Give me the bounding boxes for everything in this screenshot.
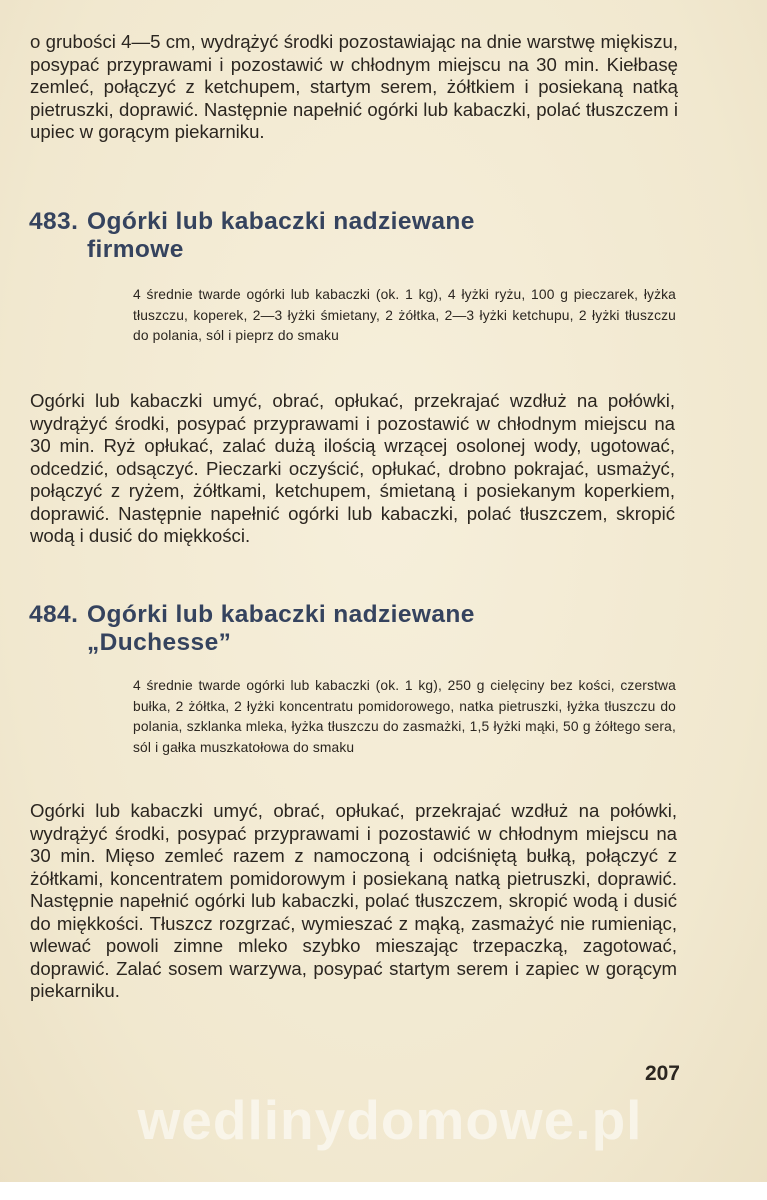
recipe-484-title-line1: Ogórki lub kabaczki nadziewane (87, 601, 475, 628)
recipe-484-number: 484. (29, 601, 79, 628)
recipe-484-title-line2: „Duchesse” (87, 629, 232, 656)
recipe-483-title-line1: Ogórki lub kabaczki nadziewane (87, 208, 475, 235)
watermark: wedlinydomowe.pl (137, 1089, 643, 1151)
recipe-483-instructions: Ogórki lub kabaczki umyć, obrać, opłukać, przekrajać wzdłuż na połówki, wydrążyć środki, posypać przyprawami i pozostawić w chłodnym miejscu na 30 min. Ryż opłukać, zalać dużą ilością wrzącej osolonej wody, ugotować, odcedzić, odsączyć. Pieczarki oczyścić, opłukać, drobno pokrajać, usmażyć, połączyć z ryżem, żółtkami, ketchupem, śmietaną i posiekanym koperkiem, doprawić. Następnie napełnić ogórki lub kabaczki, polać tłuszczem, skropić wodą i dusić do miękkości. (30, 390, 675, 546)
recipe-483-ingredients: 4 średnie twarde ogórki lub kabaczki (ok. 1 kg), 4 łyżki ryżu, 100 g pieczarek, łyżka tłuszczu, koperek, 2—3 łyżki śmietany, 2 żółtka, 2—3 łyżki ketchupu, 2 łyżki tłuszczu do polania, sól i pieprz do smaku (133, 287, 676, 344)
recipe-483-heading (29, 208, 669, 264)
recipe-483-title-line2: firmowe (87, 236, 184, 263)
scan-bottom-edge (0, 1182, 767, 1200)
recipe-484-heading (29, 601, 669, 657)
intro-paragraph: o grubości 4—5 cm, wydrążyć środki pozostawiając na dnie warstwę miękiszu, posypać przyprawami i pozostawić w chłodnym miejscu na 30 min. Kiełbasę zemleć, połączyć z ketchupem, startym serem, żółtkiem i posiekaną natką pietruszki, doprawić. Następnie napełnić ogórki lub kabaczki, polać tłuszczem i upiec w gorącym piekarniku. (30, 31, 678, 142)
recipe-484-instructions: Ogórki lub kabaczki umyć, obrać, opłukać, przekrajać wzdłuż na połówki, wydrążyć środki, posypać przyprawami i pozostawić w chłodnym miejscu na 30 min. Mięso zemleć razem z namoczoną i odciśniętą bułką, połączyć z żółtkami, koncentratem pomidorowym i posiekaną natką pietruszki, doprawić. Następnie napełnić ogórki lub kabaczki, polać tłuszczem, skropić wodą i dusić do miękkości. Tłuszcz rozgrzać, wymieszać z mąką, zasmażyć nie rumieniąc, wlewać powoli zimne mleko szybko mieszając trzepaczką, zagotować, doprawić. Zalać sosem warzywa, posypać startym serem i zapiec w gorącym piekarniku. (30, 800, 677, 1001)
page-number: 207 (644, 1062, 680, 1085)
recipe-483-number: 483. (29, 208, 79, 235)
recipe-484-ingredients: 4 średnie twarde ogórki lub kabaczki (ok. 1 kg), 250 g cielęciny bez kości, czerstwa bułka, 2 żółtka, 2 łyżki koncentratu pomidorowego, natka pietruszki, łyżka tłuszczu do polania, szklanka mleka, łyżka tłuszczu do zasmażki, 1,5 łyżki mąki, 50 g żółtego sera, sól i gałka muszkatołowa do smaku (133, 678, 676, 755)
